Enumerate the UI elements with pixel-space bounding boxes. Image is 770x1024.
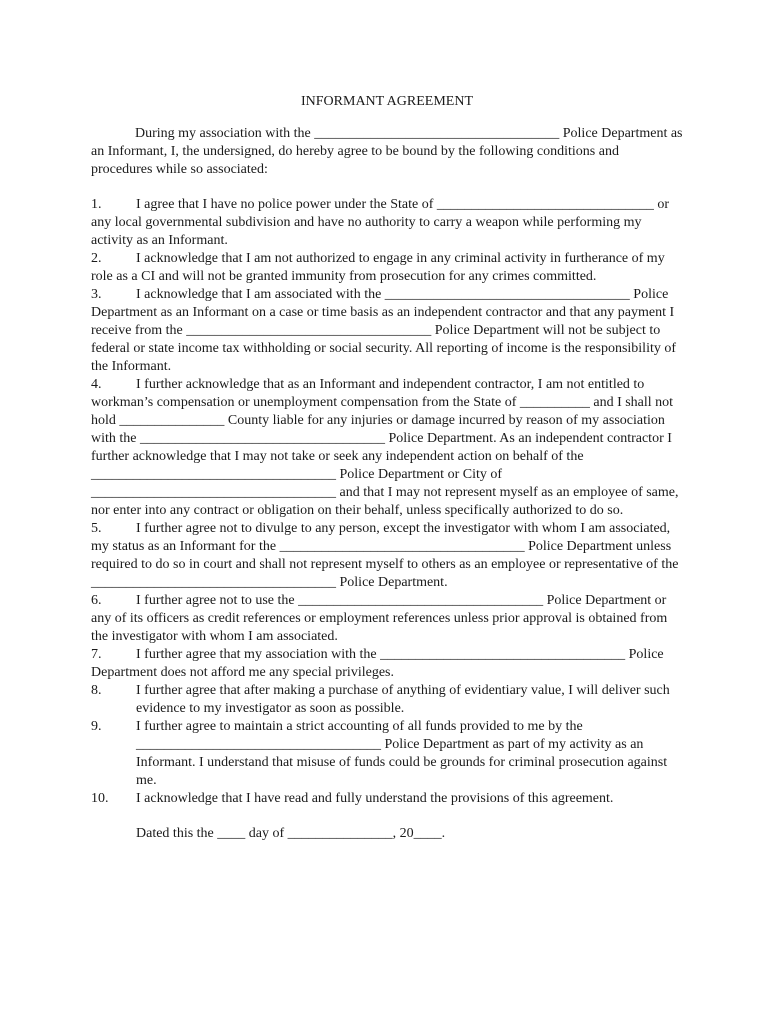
item-text: I further agree not to use the ___________________________________ Police Department or any of its officers as credit references or employment references unless prior approval is obtained from the investigator with whom I am associated. [91,593,668,644]
item-text: I further agree that my association with the ___________________________________ Police Department does not afford me any special privileges. [91,647,664,680]
list-item [91,592,683,646]
list-item [91,682,683,718]
item-number: 2. [91,251,102,266]
list-item [91,646,683,682]
item-number: 5. [91,521,102,536]
item-text: I further agree to maintain a strict accounting of all funds provided to me by the ___________________________________ Police Department as part of my activity as an Informant. I understand that misuse of funds could be grounds for criminal prosecution against me. [136,719,668,788]
item-number: 1. [91,197,102,212]
item-number: 8. [91,683,102,698]
item-number: 9. [91,719,102,734]
intro-paragraph: During my association with the ___________________________________ Police Department as an Informant, I, the undersigned, do hereby agree to be bound by the following conditions and procedures while so associated: [91,126,683,177]
item-text: I agree that I have no police power under the State of _______________________________ or any local governmental subdivision and have no authority to carry a weapon while performing my activity as an Informant. [91,197,670,248]
item-number: 7. [91,647,102,662]
list-item [91,250,683,286]
item-text: I further agree not to divulge to any person, except the investigator with whom I am associated, my status as an Informant for the ___________________________________ Police Department unless required to do so in court and shall not represent myself to others as an employee or representative of the ___________________________________ Police Department. [91,521,679,590]
spacer [91,179,683,196]
list-item [91,376,683,520]
list-item [91,196,683,250]
document-title: INFORMANT AGREEMENT [300,94,474,109]
item-number: 10. [91,791,109,806]
item-text: I further agree that after making a purchase of anything of evidentiary value, I will deliver such evidence to my investigator as soon as possible. [136,683,670,716]
item-text: I further acknowledge that as an Informant and independent contractor, I am not entitled to workman’s compensation or unemployment compensation from the State of __________ and I shall not hold _______________ County liable for any injuries or damage incurred by reason of my association with the ___________________________________ Police Department. As an independent contractor I further acknowledge that I may not take or seek any independent action on behalf of the ___________________________________ Police Department or City of ___________________________________ and that I may not represent myself as an employee of same, nor enter into any contract or obligation on their behalf, unless specifically authorized to do so. [91,377,679,518]
item-number: 3. [91,287,102,302]
item-text: I acknowledge that I have read and fully understand the provisions of this agreement. [136,791,614,806]
item-number: 4. [91,377,102,392]
list-item [91,790,683,808]
dated-line: Dated this the ____ day of _______________, 20____. [136,826,446,841]
item-text: I acknowledge that I am associated with the ___________________________________ Police Department as an Informant on a case or time basis as an independent contractor and that any payment I receive from the ___________________________________ Police Department will not be subject to federal or state income tax withholding or social security. All reporting of income is the responsibility of the Informant. [91,287,677,374]
list-item [91,520,683,592]
document-page [91,93,683,843]
item-text: I acknowledge that I am not authorized to engage in any criminal activity in furtherance of my role as a CI and will not be granted immunity from prosecution for any crimes committed. [91,251,665,284]
list-item [91,286,683,376]
list-item [91,718,683,790]
item-number: 6. [91,593,102,608]
